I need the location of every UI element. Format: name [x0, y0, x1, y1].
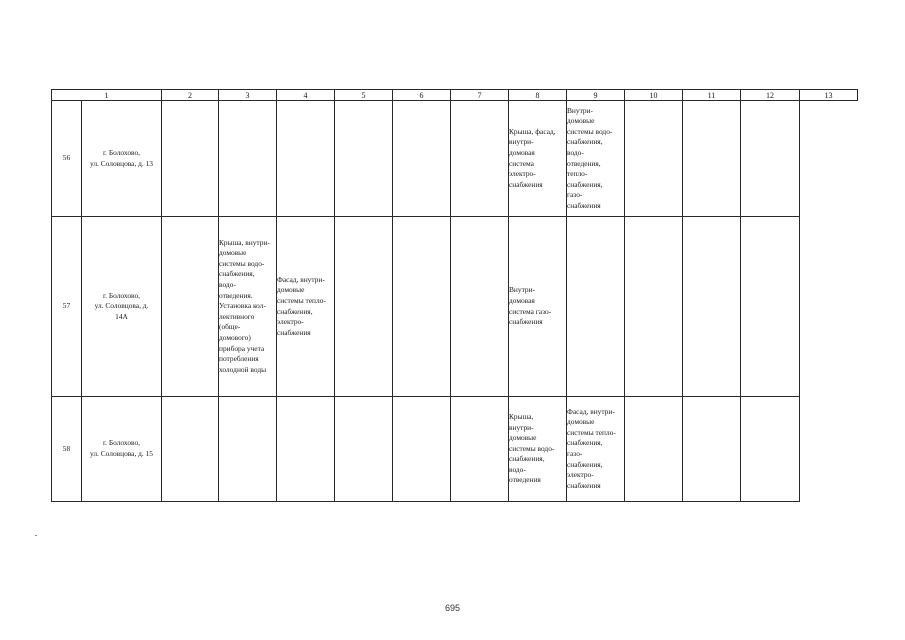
table-cell [393, 397, 451, 502]
column-header: 7 [451, 90, 509, 101]
col9-cell: Внутри- домовая система газо- снабжения [509, 217, 567, 397]
table-cell [162, 217, 219, 397]
column-header: 13 [800, 90, 858, 101]
col4-cell: Крыша, внутри- домовые системы водо- снабжения, водо- отведения. Установка кол- лективного (обще- домового) прибора учета потребления холодной воды [219, 217, 277, 397]
row-number: 56 [52, 101, 82, 217]
table-cell [393, 217, 451, 397]
address-cell: г. Болохово, ул. Соловцова, д. 15 [82, 397, 162, 502]
table-cell [741, 101, 800, 217]
table-row [52, 101, 858, 217]
col9-cell: Крыша, внутри- домовые системы водо- снабжения, водо- отведения [509, 397, 567, 502]
col9-cell: Крыша, фасад, внутри- домовая система электро- снабжения [509, 101, 567, 217]
table-cell [625, 101, 683, 217]
column-header: 2 [162, 90, 219, 101]
row-number: 58 [52, 397, 82, 502]
column-header: 12 [741, 90, 800, 101]
column-header: 6 [393, 90, 451, 101]
column-header: 4 [277, 90, 335, 101]
column-header: 10 [625, 90, 683, 101]
col10-cell: Фасад, внутри- домовые системы тепло- снабжения, газо- снабжения, электро- снабжения [567, 397, 625, 502]
table-cell [335, 397, 393, 502]
column-header: 5 [335, 90, 393, 101]
col5-cell: Фасад, внутри- домовые системы тепло- снабжения, электро- снабжения [277, 217, 335, 397]
table-row [52, 397, 858, 502]
column-header: 9 [567, 90, 625, 101]
table-cell [741, 397, 800, 502]
column-header: 3 [219, 90, 277, 101]
table-cell [625, 397, 683, 502]
col4-cell [219, 397, 277, 502]
column-header: 1 [52, 90, 162, 101]
table-cell [741, 217, 800, 397]
table-cell [625, 217, 683, 397]
col5-cell [277, 397, 335, 502]
col4-cell [219, 101, 277, 217]
table-cell [162, 397, 219, 502]
table-cell [451, 397, 509, 502]
column-header: 8 [509, 90, 567, 101]
col5-cell [277, 101, 335, 217]
column-header: 11 [683, 90, 741, 101]
scan-speck [35, 535, 37, 536]
page-number: 695 [444, 603, 461, 613]
table-cell [393, 101, 451, 217]
table-cell [683, 101, 741, 217]
col10-cell [567, 217, 625, 397]
column-number-row [52, 90, 858, 101]
address-cell: г. Болохово, ул. Соловцова, д. 14А [82, 217, 162, 397]
table-cell [162, 101, 219, 217]
table-cell [451, 101, 509, 217]
repair-schedule-table [51, 89, 858, 502]
row-number: 57 [52, 217, 82, 397]
col10-cell: Внутри- домовые системы водо- снабжения, водо- отведения, тепло- снабжения, газо- снабжения [567, 101, 625, 217]
table-cell [683, 397, 741, 502]
address-cell: г. Болохово, ул. Соловцова, д. 13 [82, 101, 162, 217]
table-cell [335, 217, 393, 397]
table-cell [451, 217, 509, 397]
table-cell [683, 217, 741, 397]
table-cell [335, 101, 393, 217]
table-row [52, 217, 858, 397]
